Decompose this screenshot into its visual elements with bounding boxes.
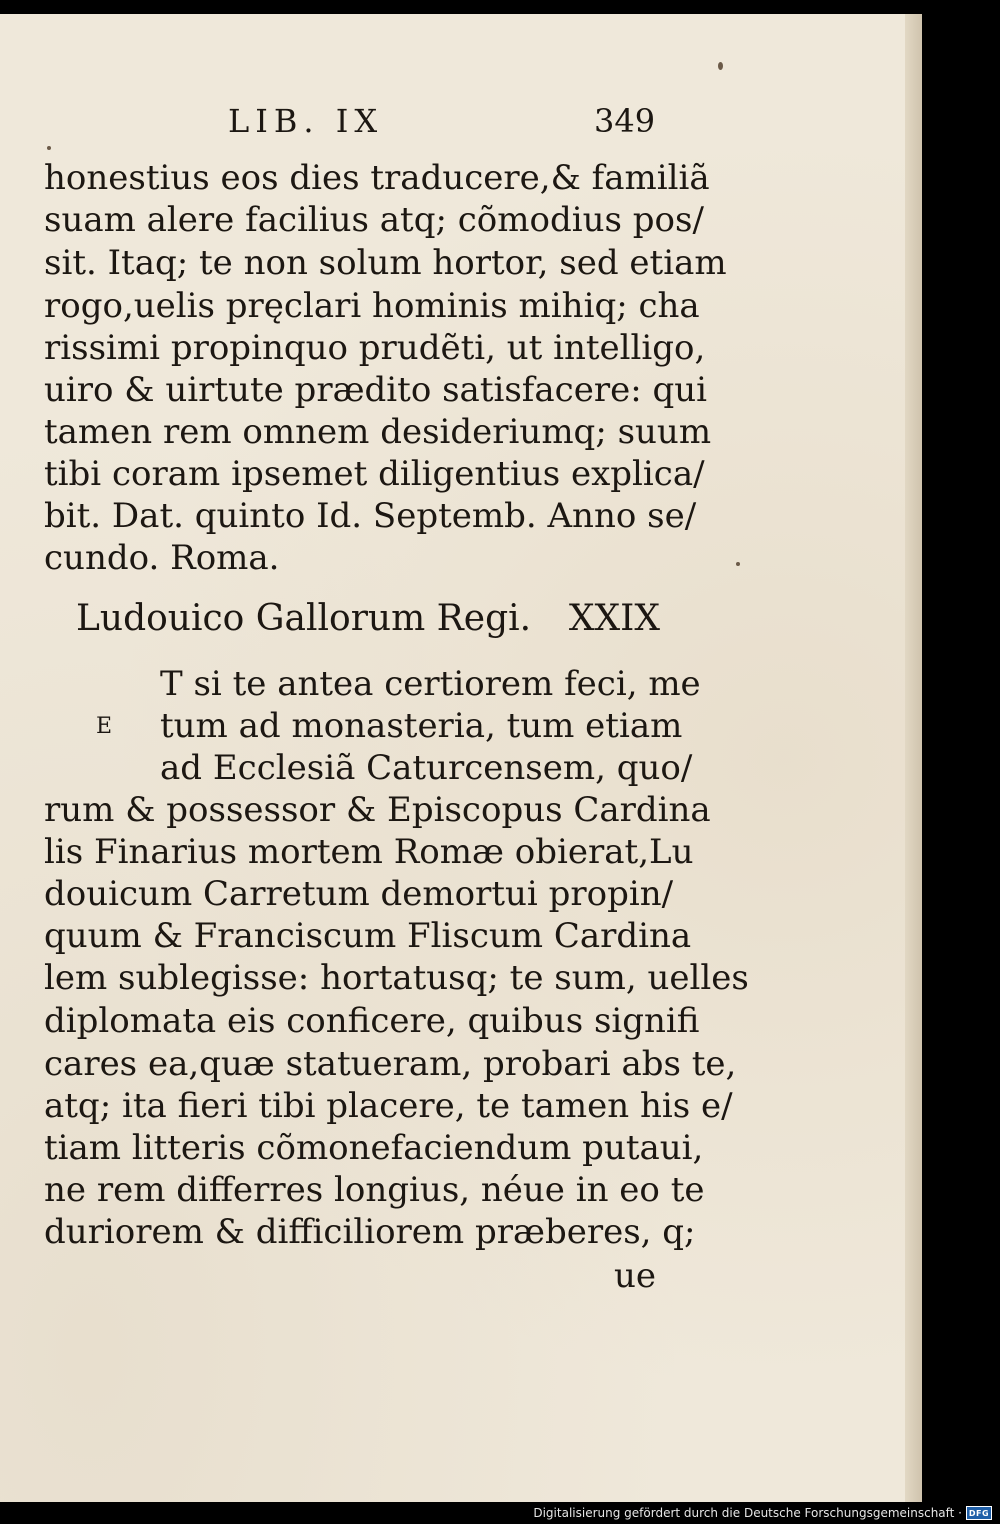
paper-speck: [47, 146, 51, 150]
text-line: tibi coram ipsemet diligentius explica/: [44, 454, 705, 494]
text-line: duriorem & difficiliorem præberes, q;: [44, 1212, 696, 1252]
dfg-logo-icon: DFG: [966, 1506, 992, 1520]
text-line: sit. Itaq; te non solum hortor, sed etiam: [44, 243, 727, 283]
text-line: ad Ecclesiã Caturcensem, quo/: [160, 748, 693, 788]
text-line: rum & possessor & Episcopus Cardina: [44, 790, 711, 830]
text-line: diplomata eis conficere, quibus signifi: [44, 1001, 700, 1041]
text-line: uiro & uirtute prædito satisfacere: qui: [44, 370, 707, 410]
text-line: rissimi propinquo prudẽti, ut intelligo,: [44, 328, 706, 368]
text-line: quum & Franciscum Fliscum Cardina: [44, 916, 692, 956]
text-line: suam alere facilius atq; cõmodius pos/: [44, 200, 704, 240]
text-line: tiam litteris cõmonefaciendum putaui,: [44, 1128, 704, 1168]
running-head: LIB. IX: [228, 102, 384, 140]
text-line: cares ea,quæ statueram, probari abs te,: [44, 1044, 737, 1084]
text-line: honestius eos dies traducere,& familiã: [44, 158, 710, 198]
text-line: tum ad monasteria, tum etiam: [160, 706, 683, 746]
catchword: ue: [614, 1256, 657, 1296]
text-line: ne rem differres longius, néue in eo te: [44, 1170, 705, 1210]
text-line: lis Finarius mortem Romæ obierat,Lu: [44, 832, 694, 872]
initial-letter: E: [96, 714, 113, 739]
page-fore-edge: [905, 14, 922, 1502]
text-line: rogo,uelis pręclari hominis mihiq; cha: [44, 286, 700, 326]
text-line: T si te antea certiorem feci, me: [160, 664, 701, 704]
letter-addressee: Ludouico Gallorum Regi.: [76, 598, 532, 639]
text-line: bit. Dat. quinto Id. Septemb. Anno se/: [44, 496, 697, 536]
text-line: lem sublegisse: hortatusq; te sum, uelles: [44, 958, 749, 998]
letter-number: XXIX: [568, 598, 660, 639]
text-line: atq; ita fieri tibi placere, te tamen his e/: [44, 1086, 733, 1126]
text-line: tamen rem omnem desideriumq; suum: [44, 412, 712, 452]
funding-credit: Digitalisierung gefördert durch die Deutsche Forschungsgemeinschaft ·: [533, 1506, 962, 1520]
text-line: douicum Carretum demortui propin/: [44, 874, 674, 914]
text-line: cundo. Roma.: [44, 538, 280, 578]
paper-stain: [718, 62, 723, 70]
paper-speck: [736, 562, 740, 566]
page-number: 349: [594, 102, 656, 140]
letter-heading: [76, 598, 660, 639]
